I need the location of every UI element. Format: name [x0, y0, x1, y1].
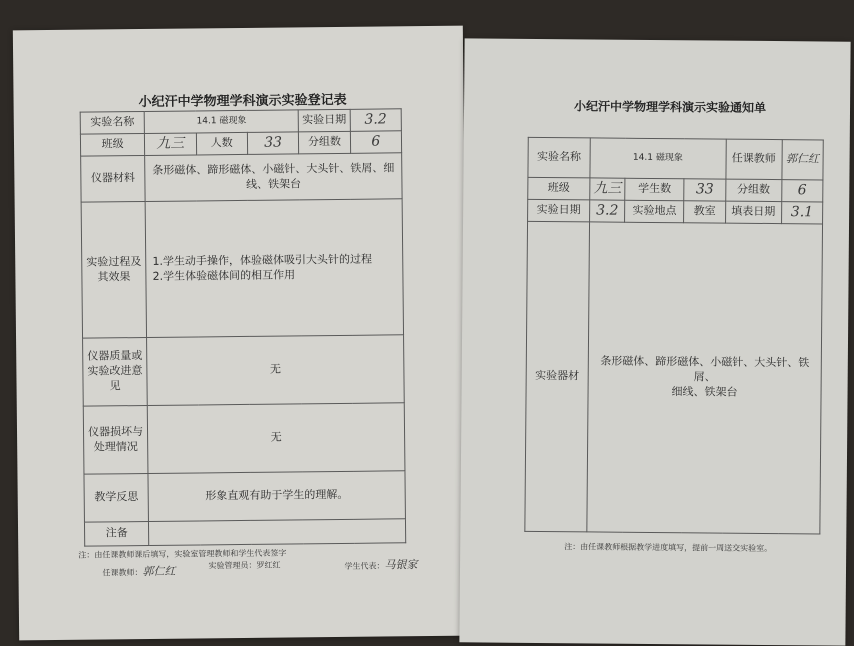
label-process: 实验过程及其效果 — [81, 201, 147, 338]
value-equipment — [587, 222, 823, 534]
registration-table — [80, 108, 407, 546]
student-label: 学生代表： — [344, 561, 385, 571]
notice-note: 注：由任课教师根据教学进度填写，提前一周送交实验室。 — [564, 542, 773, 554]
value-quality: 无 — [147, 335, 405, 406]
label-teacher: 任课教师 — [726, 139, 782, 179]
registration-note: 注：由任课教师课后填写，实验室管理教师和学生代表签字 — [78, 548, 287, 560]
teacher-signature: 郭仁红 — [142, 564, 176, 579]
label-damage: 仪器损坏与处理情况 — [83, 405, 148, 474]
value-groups: 6 — [350, 131, 402, 154]
label-groups: 分组数 — [725, 179, 781, 201]
value-reflection: 形象直观有助于学生的理解。 — [148, 471, 405, 522]
label-fill-date: 填表日期 — [725, 201, 781, 223]
value-equipment: 条形磁体、蹄形磁体、小磁针、大头针、铁屑、细线、铁架台 — [145, 153, 402, 202]
process-line-1: 1.学生动手操作，体验磁体吸引大头针的过程 — [152, 252, 372, 268]
value-teacher: 郭仁红 — [782, 140, 824, 180]
value-remarks — [149, 519, 406, 546]
registration-title: 小纪汗中学物理学科演示实验登记表 — [138, 92, 347, 111]
value-class: 九三 — [590, 178, 626, 200]
equipment-line-2: 细线、铁架台 — [671, 385, 738, 399]
label-remarks: 注备 — [84, 521, 148, 546]
value-count: 33 — [247, 132, 299, 155]
value-exp-date: 3.2 — [589, 200, 625, 222]
label-equipment: 仪器材料 — [81, 155, 146, 202]
label-count: 人数 — [196, 132, 248, 155]
equipment-line-1: 条形磁体、蹄形磁体、小磁针、大头针、铁屑、 — [600, 354, 810, 384]
label-exp-name: 实验名称 — [528, 137, 590, 178]
label-exp-name: 实验名称 — [80, 111, 144, 134]
process-line-2: 2.学生体验磁体间的相互作用 — [152, 267, 296, 283]
notice-title: 小纪汗中学物理学科演示实验通知单 — [573, 99, 767, 115]
label-class: 班级 — [528, 177, 590, 200]
value-damage: 无 — [147, 403, 405, 474]
label-equipment: 实验器材 — [525, 221, 590, 532]
label-location: 实验地点 — [625, 200, 684, 223]
label-class: 班级 — [80, 133, 144, 156]
label-groups: 分组数 — [299, 131, 351, 154]
value-groups: 6 — [781, 180, 823, 202]
value-class: 九三 — [145, 133, 197, 156]
value-students: 33 — [684, 179, 725, 201]
student-signature: 马银家 — [384, 558, 418, 572]
value-exp-name: 14.1 磁现象 — [144, 110, 298, 134]
label-students: 学生数 — [625, 178, 684, 201]
value-exp-name: 14.1 磁现象 — [590, 138, 726, 179]
manager-label: 实验管理员： — [208, 560, 257, 571]
value-location: 教室 — [684, 201, 725, 223]
student-line — [344, 556, 417, 573]
value-fill-date: 3.1 — [781, 202, 823, 224]
teacher-signature-line — [102, 563, 175, 580]
manager-line — [208, 560, 280, 572]
registration-sheet — [13, 26, 469, 641]
label-quality: 仪器质量或实验改进意见 — [83, 337, 148, 406]
value-exp-date: 3.2 — [350, 109, 402, 132]
label-reflection: 教学反思 — [84, 473, 149, 522]
label-exp-date: 实验日期 — [528, 199, 590, 222]
teacher-label: 任课教师： — [102, 568, 143, 578]
notice-table — [524, 137, 823, 535]
manager-name: 罗红红 — [256, 560, 281, 570]
label-exp-date: 实验日期 — [298, 109, 350, 132]
value-process — [145, 199, 403, 338]
notice-sheet — [459, 38, 850, 645]
